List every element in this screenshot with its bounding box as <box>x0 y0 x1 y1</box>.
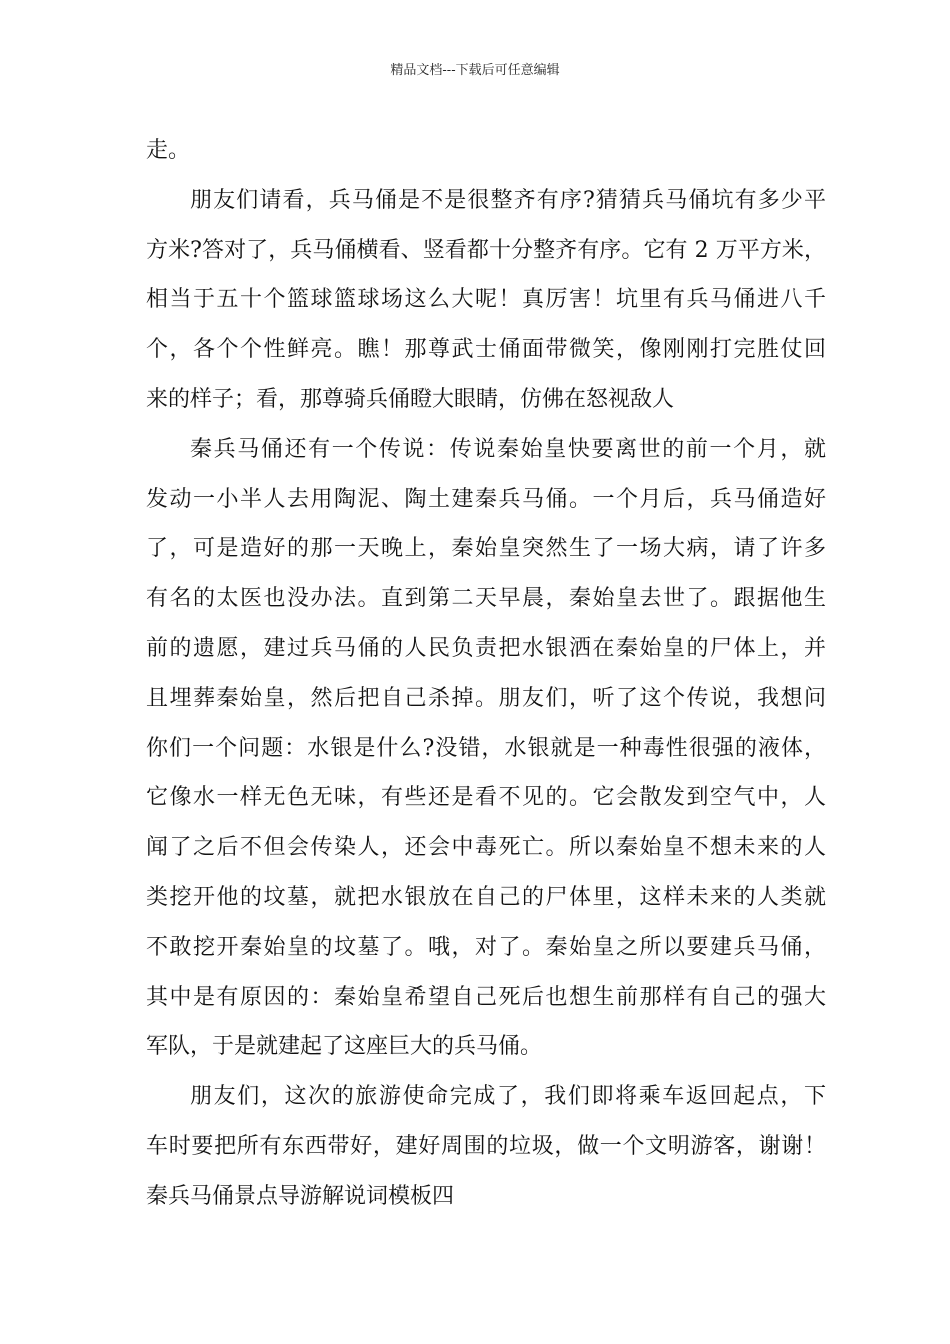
text-line: 且埋葬秦始皇，然后把自己杀掉。朋友们，听了这个传说，我想问 <box>146 685 826 711</box>
text-line: 你们一个问题：水银是什么?没错，水银就是一种毒性很强的液体， <box>146 735 826 761</box>
text-line: 其中是有原因的：秦始皇希望自己死后也想生前那样有自己的强大 <box>146 984 826 1010</box>
text-line: 类挖开他的坟墓，就把水银放在自己的尸体里，这样未来的人类就 <box>146 884 826 910</box>
text-line: 闻了之后不但会传染人，还会中毒死亡。所以秦始皇不想未来的人 <box>146 835 826 861</box>
text-line: 前的遗愿，建过兵马俑的人民负责把水银洒在秦始皇的尸体上，并 <box>146 635 826 661</box>
text-line: 军队，于是就建起了这座巨大的兵马俑。 <box>146 1034 543 1060</box>
text-line: 来的样子；看，那尊骑兵俑瞪大眼睛，仿佛在怒视敌人 <box>146 386 675 412</box>
text-line: 了，可是造好的那一天晚上，秦始皇突然生了一场大病，请了许多 <box>146 536 826 562</box>
text-line: 朋友们，这次的旅游使命完成了，我们即将乘车返回起点，下 <box>190 1084 826 1110</box>
text-line: 有名的太医也没办法。直到第二天早晨，秦始皇去世了。跟据他生 <box>146 586 826 612</box>
text-line: 不敢挖开秦始皇的坟墓了。哦，对了。秦始皇之所以要建兵马俑， <box>146 934 826 960</box>
text-line: 发动一小半人去用陶泥、陶土建秦兵马俑。一个月后，兵马俑造好 <box>146 486 826 512</box>
text-line: 走。 <box>146 138 191 163</box>
text-line: 朋友们请看，兵马俑是不是很整齐有序?猜猜兵马俑坑有多少平 <box>190 187 826 213</box>
text-line: 秦兵马俑景点导游解说词模板四 <box>146 1183 455 1209</box>
text-line: 方米?答对了，兵马俑横看、竖看都十分整齐有序。它有 2 万平方米， <box>146 237 826 263</box>
page-header: 精品文档---下载后可任意编辑 <box>390 63 560 78</box>
document-body <box>146 126 826 1222</box>
text-line: 它像水一样无色无味，有些还是看不见的。它会散发到空气中，人 <box>146 785 826 811</box>
text-line: 车时要把所有东西带好，建好周围的垃圾，做一个文明游客，谢谢！ <box>146 1133 826 1159</box>
text-line: 相当于五十个篮球篮球场这么大呢！真厉害！坑里有兵马俑进八千 <box>146 287 826 313</box>
text-line: 个，各个个性鲜亮。瞧！那尊武士俑面带微笑，像刚刚打完胜仗回 <box>146 337 826 363</box>
text-line: 秦兵马俑还有一个传说：传说秦始皇快要离世的前一个月，就 <box>190 436 826 462</box>
